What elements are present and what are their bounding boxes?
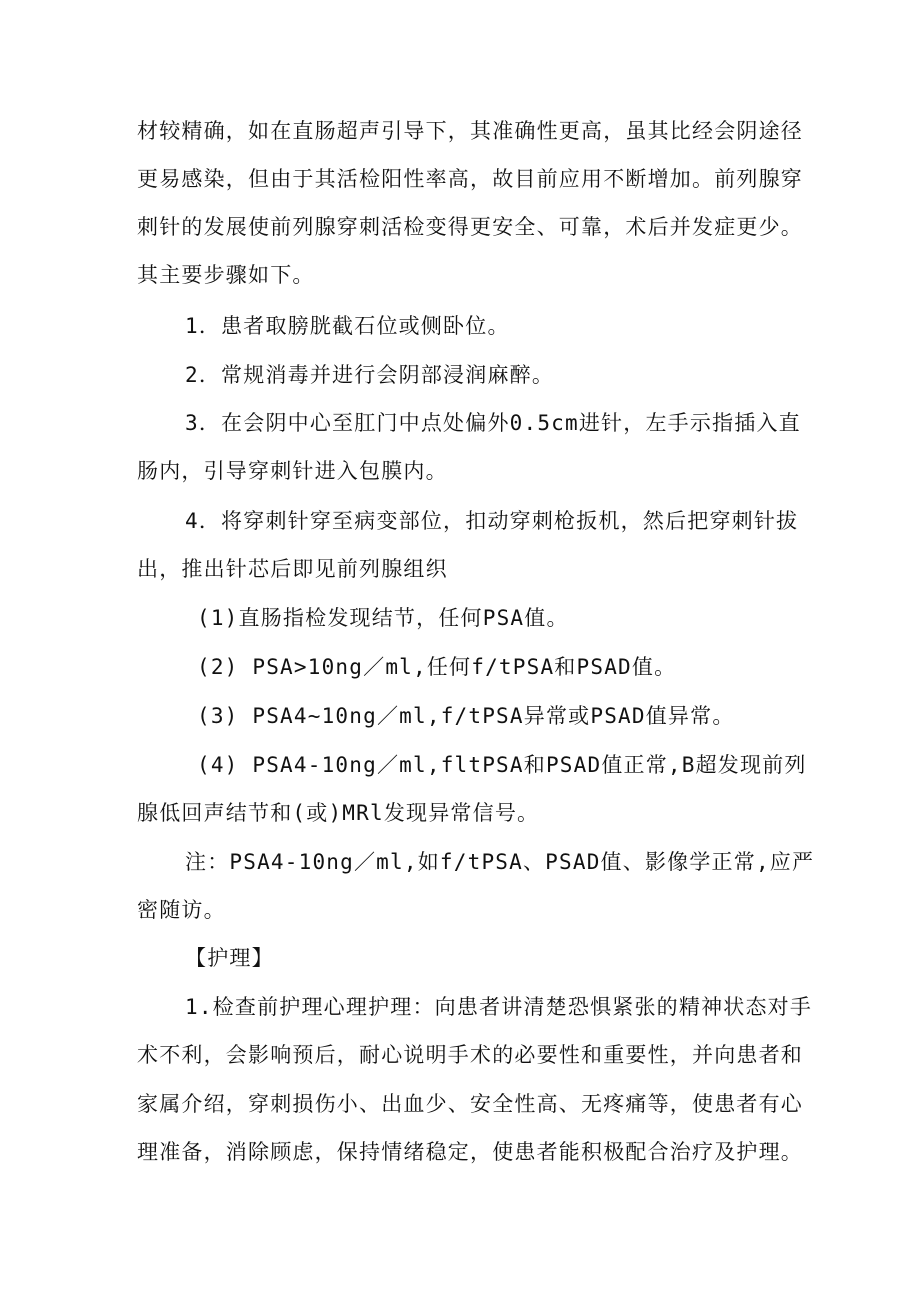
paragraph-line: 理准备，消除顾虑，保持情绪稳定，使患者能积极配合治疗及护理。: [137, 1140, 803, 1164]
paragraph-line: 肠内，引导穿刺针进入包膜内。: [137, 459, 448, 483]
paragraph-line: 更易感染，但由于其活检阳性率高，故目前应用不断增加。前列腺穿: [137, 167, 803, 191]
paragraph-line: 家属介绍，穿刺损伤小、出血少、安全性高、无疼痛等，使患者有心: [137, 1092, 803, 1116]
section-heading: 【护理】: [185, 946, 274, 970]
paragraph-line: 刺针的发展使前列腺穿刺活检变得更安全、可靠，术后并发症更少。: [137, 215, 803, 239]
criteria-item-1: (1)直肠指检发现结节，任何PSA值。: [197, 606, 569, 630]
paragraph-line: 出，推出针芯后即见前列腺组织: [137, 557, 448, 581]
step-item-1: 1．患者取膀胱截石位或侧卧位。: [185, 314, 510, 338]
criteria-item-4: (4) PSA4-10ng／ml,fltPSA和PSAD值正常,B超发现前列: [197, 753, 807, 777]
paragraph-line: 其主要步骤如下。: [137, 263, 315, 287]
paragraph-line: 材较精确，如在直肠超声引导下，其准确性更高，虽其比经会阴途径: [137, 119, 803, 143]
step-item-2: 2．常规消毒并进行会阴部浸润麻醉。: [185, 363, 555, 387]
paragraph-line: 密随访。: [137, 898, 226, 922]
step-item-4: 4．将穿刺针穿至病变部位，扣动穿刺枪扳机，然后把穿刺针拔: [185, 509, 799, 533]
step-item-3: 3．在会阴中心至肛门中点处偏外0.5cm进针，左手示指插入直: [185, 411, 801, 435]
note-line: 注：PSA4-10ng／ml,如f/tPSA、PSAD值、影像学正常,应严: [185, 850, 815, 874]
paragraph-line: 腺低回声结节和(或)MRl发现异常信号。: [137, 801, 540, 825]
criteria-item-3: (3) PSA4~10ng／ml,f/tPSA异常或PSAD值异常。: [197, 704, 735, 728]
criteria-item-2: (2) PSA>10ng／ml,任何f/tPSA和PSAD值。: [197, 655, 677, 679]
paragraph-line: 术不利，会影响预后，耐心说明手术的必要性和重要性，并向患者和: [137, 1043, 803, 1067]
care-paragraph-line: 1.检查前护理心理护理：向患者讲清楚恐惧紧张的精神状态对手: [185, 995, 813, 1019]
